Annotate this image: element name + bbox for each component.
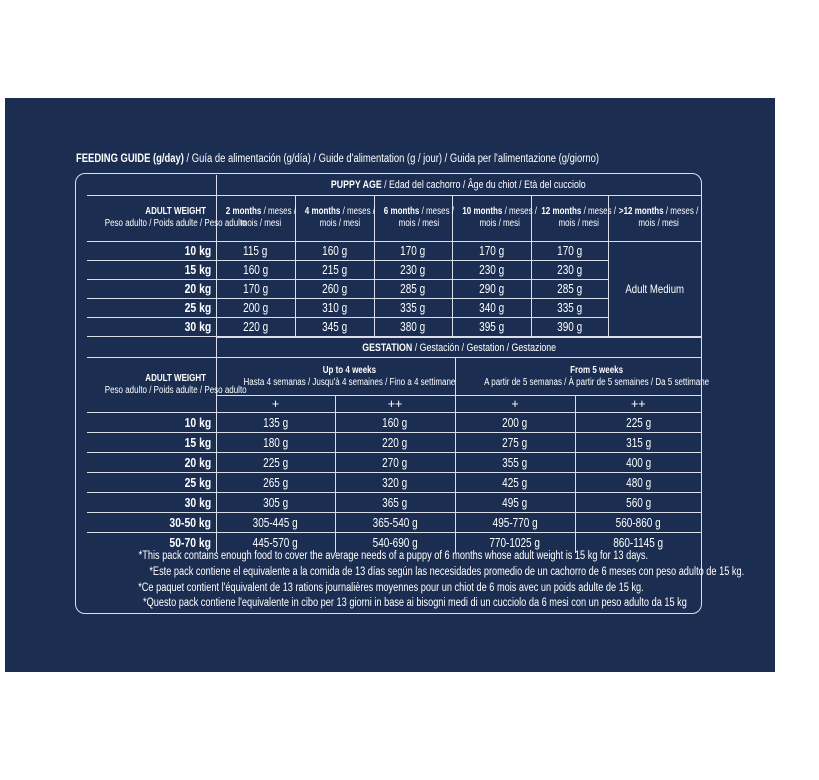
gestation-cell <box>575 453 701 473</box>
gestation-cell <box>216 513 335 533</box>
gestation-cell-value: 425 g <box>502 475 528 490</box>
puppy-cell <box>531 260 608 279</box>
gestation-level-text: ++ <box>630 397 646 411</box>
gestation-group-translations: Hasta 4 semanas / Jusqu'à 4 semaines / Fino a 4 settimane <box>242 376 455 388</box>
puppy-cell <box>374 298 452 317</box>
puppy-cell <box>295 241 374 260</box>
puppy-col-header-age: 6 months <box>383 206 419 217</box>
puppy-col-header-age: >12 months <box>618 206 664 217</box>
gestation-corner <box>87 338 216 358</box>
gestation-header <box>216 338 701 358</box>
puppy-col-header <box>374 195 452 241</box>
gestation-cell-value: 200 g <box>502 415 528 430</box>
puppy-cell <box>452 260 531 279</box>
gestation-cell <box>335 473 455 493</box>
puppy-row-weight <box>87 241 216 260</box>
puppy-cell <box>531 241 608 260</box>
gestation-row-weight-text: 30-50 kg <box>169 515 212 530</box>
gestation-weight-header-bold: ADULT WEIGHT <box>145 373 207 384</box>
puppy-cell <box>216 298 295 317</box>
gestation-weight-header <box>87 358 247 413</box>
gestation-row-weight <box>87 473 216 493</box>
puppy-cell <box>295 317 374 336</box>
gestation-group-translations: A partir de 5 semanas / À partir de 5 semaines / Da 5 settimane <box>483 376 709 388</box>
puppy-row-weight-text: 15 kg <box>184 262 212 277</box>
puppy-weight-header-bold: ADULT WEIGHT <box>145 206 207 217</box>
gestation-level <box>335 396 455 413</box>
puppy-cell <box>374 317 452 336</box>
gestation-cell <box>335 413 455 433</box>
puppy-cell <box>374 260 452 279</box>
puppy-cell-value: 200 g <box>242 300 269 315</box>
puppy-cell-value: 160 g <box>242 262 269 277</box>
puppy-cell <box>374 241 452 260</box>
gestation-cell-value: 275 g <box>502 435 528 450</box>
puppy-cell <box>295 260 374 279</box>
gestation-cell-value: 770-1025 g <box>489 535 541 550</box>
puppy-col-header-age: 4 months <box>304 206 340 217</box>
puppy-cell-value: 220 g <box>242 319 269 334</box>
puppy-cell <box>452 279 531 298</box>
feeding-guide-title-bold: FEEDING GUIDE (g/day) <box>76 153 184 165</box>
gestation-cell <box>455 413 575 433</box>
gestation-group-from-5-weeks <box>455 358 709 396</box>
gestation-level <box>455 396 575 413</box>
puppy-cell-value: 230 g <box>478 262 505 277</box>
gestation-cell <box>575 513 701 533</box>
puppy-col-header-translation-2: mois / mesi <box>398 218 439 229</box>
adult-medium-cell <box>608 241 701 336</box>
puppy-col-header <box>216 195 295 241</box>
puppy-col-header <box>452 195 537 241</box>
puppy-col-header-translation-2: mois / mesi <box>557 218 599 229</box>
puppy-col-header-translation-2: mois / mesi <box>240 218 281 229</box>
gestation-level-text: + <box>271 397 280 411</box>
puppy-cell-value: 290 g <box>478 281 505 296</box>
puppy-col-header-translation: / meses / <box>501 206 537 217</box>
puppy-cell <box>216 241 295 260</box>
puppy-cell-value: 170 g <box>556 243 583 258</box>
feeding-guide-title <box>76 153 599 165</box>
gestation-cell <box>455 473 575 493</box>
gestation-feeding-table <box>87 337 709 553</box>
gestation-cell-value: 225 g <box>262 455 289 470</box>
gestation-cell <box>335 453 455 473</box>
gestation-cell-value: 400 g <box>625 455 651 470</box>
puppy-row-weight-text: 20 kg <box>184 281 212 296</box>
gestation-cell-value: 220 g <box>382 435 408 450</box>
puppy-cell-value: 340 g <box>478 300 505 315</box>
puppy-cell <box>531 279 608 298</box>
gestation-row-weight-text: 50-70 kg <box>169 535 212 551</box>
puppy-col-header-translation-2: mois / mesi <box>478 218 520 229</box>
puppy-col-header-translation: / meses / <box>663 206 698 217</box>
puppy-cell-value: 260 g <box>321 281 348 296</box>
puppy-col-header-translation-2: mois / mesi <box>319 218 360 229</box>
gestation-header-translations: / Gestación / Gestation / Gestazione <box>411 341 556 354</box>
footnote-italian <box>75 597 705 609</box>
puppy-cell-value: 230 g <box>556 262 583 277</box>
gestation-row-weight <box>87 433 216 453</box>
adult-medium-text: Adult Medium <box>625 281 685 296</box>
puppy-cell-value: 335 g <box>556 300 583 315</box>
puppy-weight-header-translations: Peso adulto / Poids adulte / Peso adulto <box>104 218 247 229</box>
puppy-cell <box>216 317 295 336</box>
gestation-cell <box>575 413 701 433</box>
gestation-cell-value: 495 g <box>502 495 528 510</box>
gestation-row-weight <box>87 493 216 513</box>
puppy-col-header-age: 10 months <box>461 206 502 217</box>
gestation-cell-value: 355 g <box>502 455 528 470</box>
puppy-cell-value: 310 g <box>321 300 348 315</box>
puppy-cell-value: 160 g <box>321 243 348 258</box>
puppy-col-header-age: 12 months <box>540 206 581 217</box>
puppy-row-weight <box>87 317 216 336</box>
gestation-cell-value: 270 g <box>382 455 408 470</box>
puppy-cell-value: 285 g <box>400 281 426 296</box>
gestation-cell <box>335 433 455 453</box>
puppy-cell <box>374 279 452 298</box>
footnote-text: *This pack contains enough food to cover the average needs of a puppy of 6 months whose adult weight is 15 kg for 13 days. <box>138 550 649 562</box>
gestation-cell-value: 225 g <box>625 415 651 430</box>
puppy-col-header-translation: / meses / <box>580 206 616 217</box>
gestation-row-weight <box>87 413 216 433</box>
puppy-col-header-translation-2: mois / mesi <box>637 218 679 229</box>
puppy-cell <box>216 279 295 298</box>
gestation-row-weight-text: 15 kg <box>184 435 212 450</box>
gestation-row-weight-text: 30 kg <box>184 495 212 510</box>
gestation-cell <box>455 513 575 533</box>
gestation-header-bold: GESTATION <box>361 341 412 354</box>
puppy-cell-value: 380 g <box>400 319 426 334</box>
gestation-weight-header-translations: Peso adulto / Poids adulte / Peso adulto <box>104 385 247 396</box>
puppy-age-header <box>216 175 701 195</box>
gestation-level-text: + <box>511 397 519 411</box>
puppy-col-header <box>295 195 374 241</box>
puppy-cell-value: 285 g <box>556 281 583 296</box>
puppy-cell-value: 230 g <box>400 262 426 277</box>
footnote-text: *Este pack contiene el equivalente a la comida de 13 días según las necesidades promedio de un cachorro de 6 meses con peso adulto de 15 kg. <box>149 566 745 578</box>
puppy-row-weight <box>87 298 216 317</box>
puppy-feeding-table <box>87 175 701 337</box>
gestation-group-title: Up to 4 weeks <box>322 364 376 376</box>
gestation-cell-value: 160 g <box>382 415 408 430</box>
gestation-row-weight <box>87 513 216 533</box>
gestation-cell-value: 560-860 g <box>615 515 661 530</box>
gestation-cell-value: 365-540 g <box>372 515 418 530</box>
gestation-cell-value: 305-445 g <box>252 515 299 530</box>
gestation-cell <box>575 493 701 513</box>
puppy-age-header-translations: / Edad del cachorro / Âge du chiot / Età del cucciolo <box>382 178 587 191</box>
puppy-row-weight-text: 30 kg <box>184 319 212 334</box>
gestation-cell <box>216 433 335 453</box>
gestation-cell-value: 315 g <box>625 435 651 450</box>
gestation-group-title: From 5 weeks <box>569 364 623 376</box>
puppy-col-header-translation: / meses / <box>339 206 375 217</box>
gestation-cell-value: 445-570 g <box>252 535 299 550</box>
gestation-cell-value: 495-770 g <box>492 515 538 530</box>
puppy-row-weight-text: 25 kg <box>184 300 212 315</box>
puppy-cell-value: 345 g <box>321 319 348 334</box>
puppy-cell-value: 395 g <box>478 319 505 334</box>
puppy-col-header-age: 2 months <box>225 206 261 217</box>
gestation-level <box>575 396 701 413</box>
gestation-level-text: ++ <box>387 397 403 411</box>
gestation-cell-value: 320 g <box>382 475 408 490</box>
gestation-cell-value: 135 g <box>262 415 289 430</box>
feeding-guide-title-translations: / Guía de alimentación (g/día) / Guide d'alimentation (g / jour) / Guida per l'alimentazione (g/giorno) <box>183 153 600 165</box>
puppy-cell <box>295 298 374 317</box>
puppy-col-header-translation: / meses / <box>418 206 454 217</box>
gestation-cell <box>216 493 335 513</box>
puppy-cell-value: 390 g <box>556 319 583 334</box>
puppy-cell-value: 170 g <box>478 243 505 258</box>
gestation-cell-value: 560 g <box>625 495 651 510</box>
puppy-cell <box>452 241 531 260</box>
puppy-row-weight <box>87 260 216 279</box>
puppy-age-header-bold: PUPPY AGE <box>331 178 383 191</box>
gestation-cell-value: 860-1145 g <box>613 535 664 550</box>
gestation-cell <box>455 433 575 453</box>
footnote-text: *Ce paquet contient l'équivalent de 13 rations journalières moyennes pour un chiot de 6 mois avec un poids adulte de 15 kg. <box>138 582 644 594</box>
puppy-col-header <box>531 195 616 241</box>
gestation-cell-value: 480 g <box>625 475 651 490</box>
puppy-cell <box>295 279 374 298</box>
puppy-cell-value: 170 g <box>242 281 269 296</box>
gestation-cell <box>455 453 575 473</box>
gestation-cell-value: 180 g <box>262 435 289 450</box>
puppy-cell <box>452 298 531 317</box>
gestation-row-weight-text: 10 kg <box>184 415 212 430</box>
footnote-spanish <box>75 566 745 578</box>
gestation-cell-value: 305 g <box>262 495 289 510</box>
gestation-cell <box>216 473 335 493</box>
gestation-row-weight-text: 20 kg <box>184 455 212 470</box>
gestation-cell <box>216 413 335 433</box>
gestation-cell <box>335 513 455 533</box>
puppy-cell <box>452 317 531 336</box>
puppy-cell-value: 170 g <box>400 243 426 258</box>
gestation-cell-value: 540-690 g <box>372 535 418 550</box>
gestation-cell <box>335 493 455 513</box>
gestation-cell <box>575 473 701 493</box>
footnote-text: *Questo pack contiene l'equivalente in cibo per 13 giorni in base ai bisogni medi di un cucciolo da 6 mesi con un peso adulto da 15 kg <box>142 597 687 609</box>
puppy-cell-value: 215 g <box>321 262 348 277</box>
puppy-cell-value: 115 g <box>243 243 268 258</box>
gestation-cell-value: 265 g <box>262 475 289 490</box>
puppy-col-header <box>608 195 701 241</box>
puppy-row-weight-text: 10 kg <box>184 243 212 258</box>
puppy-cell-value: 335 g <box>400 300 426 315</box>
puppy-cell <box>531 298 608 317</box>
gestation-cell <box>455 493 575 513</box>
gestation-row-weight <box>87 453 216 473</box>
gestation-cell <box>575 433 701 453</box>
puppy-col-header-translation: / meses / <box>260 206 296 217</box>
puppy-cell <box>531 317 608 336</box>
puppy-corner <box>87 175 216 195</box>
footnote-french <box>75 582 705 594</box>
gestation-level <box>216 396 335 413</box>
puppy-row-weight <box>87 279 216 298</box>
gestation-cell-value: 365 g <box>382 495 408 510</box>
gestation-row-weight-text: 25 kg <box>184 475 212 490</box>
puppy-cell <box>216 260 295 279</box>
gestation-cell <box>216 453 335 473</box>
gestation-group-up-to-4-weeks <box>216 358 455 396</box>
footnote-english <box>75 550 705 562</box>
